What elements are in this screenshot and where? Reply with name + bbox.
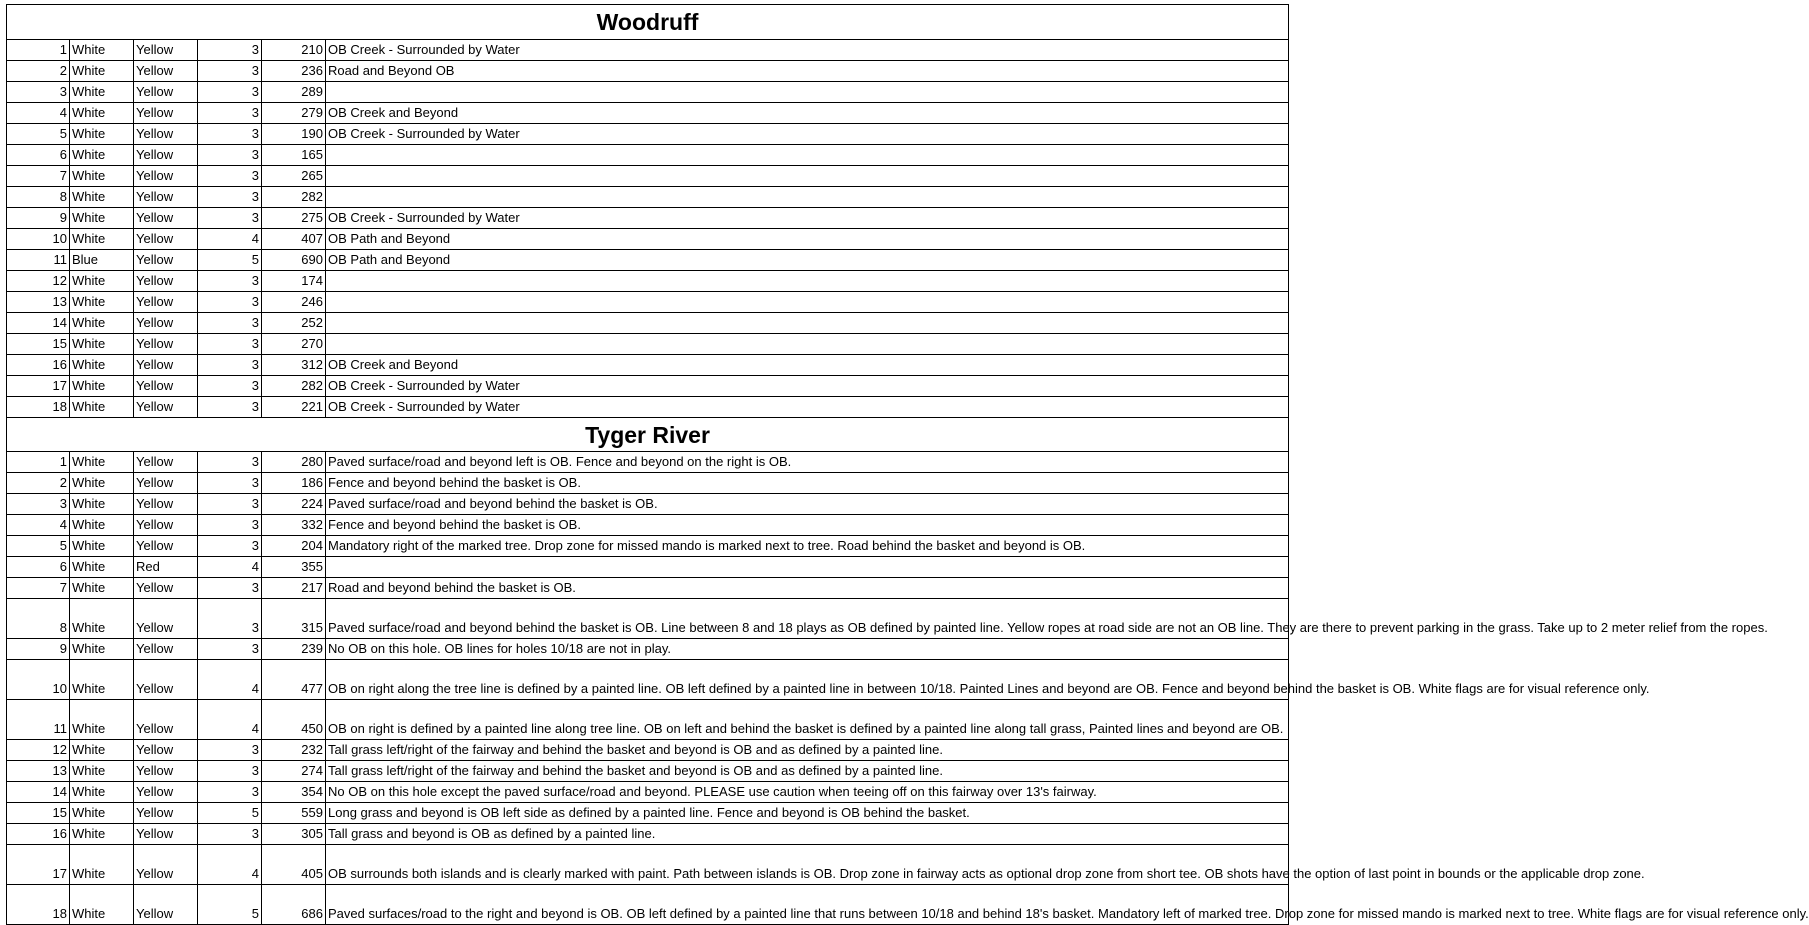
par-cell: 3 (198, 187, 262, 208)
course-title-row (7, 5, 1289, 40)
distance-cell: 174 (262, 271, 326, 292)
distance-cell: 559 (262, 803, 326, 824)
pin-color-cell: Yellow (134, 250, 198, 271)
par-cell: 3 (198, 782, 262, 803)
par-cell: 3 (198, 145, 262, 166)
hole-row (7, 334, 1289, 355)
ob-notes-cell: No OB on this hole except the paved surface/road and beyond. PLEASE use caution when teeing off on this fairway over 13's fairway. (326, 782, 1289, 803)
distance-cell: 315 (262, 599, 326, 639)
hole-number-cell: 6 (7, 145, 70, 166)
distance-cell: 275 (262, 208, 326, 229)
pin-color-cell: Yellow (134, 473, 198, 494)
pin-color-cell: Yellow (134, 700, 198, 740)
distance-cell: 289 (262, 82, 326, 103)
pin-color-cell: Yellow (134, 578, 198, 599)
par-cell: 3 (198, 761, 262, 782)
hole-row (7, 824, 1289, 845)
hole-number-cell: 6 (7, 557, 70, 578)
pin-color-cell: Yellow (134, 103, 198, 124)
pin-color-cell: Yellow (134, 845, 198, 885)
tee-color-cell: White (70, 292, 134, 313)
hole-row (7, 494, 1289, 515)
par-cell: 4 (198, 845, 262, 885)
tee-color-cell: White (70, 397, 134, 418)
ob-notes-cell: OB surrounds both islands and is clearly marked with paint. Path between islands is OB. Drop zone in fairway acts as optional drop zone from short tee. OB shots have the option of last point in bounds or the applicable drop zone. (326, 845, 1289, 885)
par-cell: 3 (198, 639, 262, 660)
pin-color-cell: Red (134, 557, 198, 578)
pin-color-cell: Yellow (134, 208, 198, 229)
par-cell: 3 (198, 740, 262, 761)
hole-row (7, 700, 1289, 740)
distance-cell: 252 (262, 313, 326, 334)
distance-cell: 450 (262, 700, 326, 740)
hole-row (7, 397, 1289, 418)
pin-color-cell: Yellow (134, 40, 198, 61)
hole-row (7, 473, 1289, 494)
hole-row (7, 536, 1289, 557)
par-cell: 3 (198, 355, 262, 376)
hole-row (7, 145, 1289, 166)
hole-number-cell: 16 (7, 355, 70, 376)
pin-color-cell: Yellow (134, 536, 198, 557)
hole-number-cell: 14 (7, 782, 70, 803)
par-cell: 4 (198, 700, 262, 740)
hole-number-cell: 15 (7, 803, 70, 824)
hole-number-cell: 7 (7, 578, 70, 599)
pin-color-cell: Yellow (134, 782, 198, 803)
pin-color-cell: Yellow (134, 334, 198, 355)
pin-color-cell: Yellow (134, 515, 198, 536)
ob-notes-cell (326, 187, 1289, 208)
pin-color-cell: Yellow (134, 803, 198, 824)
pin-color-cell: Yellow (134, 82, 198, 103)
tee-color-cell: White (70, 229, 134, 250)
distance-cell: 246 (262, 292, 326, 313)
hole-row (7, 229, 1289, 250)
tee-color-cell: White (70, 824, 134, 845)
hole-number-cell: 13 (7, 761, 70, 782)
ob-notes-cell: Tall grass left/right of the fairway and behind the basket and beyond is OB and as defined by a painted line. (326, 740, 1289, 761)
tee-color-cell: White (70, 515, 134, 536)
distance-cell: 210 (262, 40, 326, 61)
hole-row (7, 124, 1289, 145)
distance-cell: 221 (262, 397, 326, 418)
hole-number-cell: 17 (7, 845, 70, 885)
par-cell: 3 (198, 536, 262, 557)
hole-number-cell: 2 (7, 473, 70, 494)
hole-row (7, 271, 1289, 292)
hole-number-cell: 17 (7, 376, 70, 397)
hole-number-cell: 1 (7, 40, 70, 61)
tee-color-cell: White (70, 473, 134, 494)
tee-color-cell: White (70, 187, 134, 208)
course-title-row (7, 418, 1289, 452)
distance-cell: 186 (262, 473, 326, 494)
hole-row (7, 187, 1289, 208)
ob-notes-cell: OB on right is defined by a painted line along tree line. OB on left and behind the basket is defined by a painted line along tall grass, Painted lines and beyond are OB. (326, 700, 1289, 740)
hole-row (7, 557, 1289, 578)
ob-notes-cell: Paved surfaces/road to the right and beyond is OB. OB left defined by a painted line that runs between 10/18 and behind 18's basket. Mandatory left of marked tree. Drop zone for missed mando is marked next to tree. White flags are for visual reference only. (326, 885, 1289, 925)
tee-color-cell: White (70, 639, 134, 660)
distance-cell: 477 (262, 660, 326, 700)
tee-color-cell: White (70, 61, 134, 82)
ob-notes-cell (326, 271, 1289, 292)
hole-number-cell: 18 (7, 397, 70, 418)
hole-row (7, 208, 1289, 229)
par-cell: 3 (198, 599, 262, 639)
pin-color-cell: Yellow (134, 313, 198, 334)
par-cell: 3 (198, 82, 262, 103)
hole-row (7, 639, 1289, 660)
tee-color-cell: White (70, 578, 134, 599)
hole-number-cell: 5 (7, 124, 70, 145)
distance-cell: 407 (262, 229, 326, 250)
sheet-body (7, 5, 1809, 925)
distance-cell: 224 (262, 494, 326, 515)
hole-number-cell: 7 (7, 166, 70, 187)
distance-cell: 274 (262, 761, 326, 782)
tee-color-cell: White (70, 452, 134, 473)
pin-color-cell: Yellow (134, 397, 198, 418)
hole-row (7, 803, 1289, 824)
pin-color-cell: Yellow (134, 824, 198, 845)
hole-number-cell: 11 (7, 250, 70, 271)
hole-row (7, 82, 1289, 103)
tee-color-cell: White (70, 761, 134, 782)
par-cell: 3 (198, 397, 262, 418)
ob-notes-cell (326, 82, 1289, 103)
hole-number-cell: 3 (7, 82, 70, 103)
pin-color-cell: Yellow (134, 376, 198, 397)
par-cell: 3 (198, 40, 262, 61)
ob-notes-cell: OB Path and Beyond (326, 229, 1289, 250)
ob-notes-cell (326, 313, 1289, 334)
hole-row (7, 292, 1289, 313)
ob-notes-cell (326, 166, 1289, 187)
ob-notes-cell: Mandatory right of the marked tree. Drop zone for missed mando is marked next to tree. Road behind the basket and beyond is OB. (326, 536, 1289, 557)
distance-cell: 354 (262, 782, 326, 803)
tee-color-cell: White (70, 166, 134, 187)
hole-row (7, 376, 1289, 397)
hole-number-cell: 16 (7, 824, 70, 845)
tee-color-cell: White (70, 782, 134, 803)
distance-cell: 405 (262, 845, 326, 885)
pin-color-cell: Yellow (134, 355, 198, 376)
tee-color-cell: White (70, 334, 134, 355)
hole-number-cell: 12 (7, 740, 70, 761)
ob-notes-cell: OB Path and Beyond (326, 250, 1289, 271)
pin-color-cell: Yellow (134, 885, 198, 925)
par-cell: 3 (198, 578, 262, 599)
tee-color-cell: White (70, 845, 134, 885)
hole-row (7, 578, 1289, 599)
ob-notes-cell: Tall grass left/right of the fairway and behind the basket and beyond is OB and as defined by a painted line. (326, 761, 1289, 782)
hole-row (7, 845, 1289, 885)
ob-notes-cell: OB Creek and Beyond (326, 355, 1289, 376)
distance-cell: 265 (262, 166, 326, 187)
distance-cell: 305 (262, 824, 326, 845)
hole-row (7, 885, 1289, 925)
tee-color-cell: White (70, 660, 134, 700)
tee-color-cell: White (70, 145, 134, 166)
hole-row (7, 660, 1289, 700)
tee-color-cell: White (70, 599, 134, 639)
tee-color-cell: White (70, 740, 134, 761)
hole-row (7, 782, 1289, 803)
par-cell: 3 (198, 452, 262, 473)
par-cell: 3 (198, 208, 262, 229)
ob-notes-cell (326, 145, 1289, 166)
hole-row (7, 740, 1289, 761)
ob-notes-cell (326, 557, 1289, 578)
hole-number-cell: 18 (7, 885, 70, 925)
pin-color-cell: Yellow (134, 639, 198, 660)
distance-cell: 355 (262, 557, 326, 578)
pin-color-cell: Yellow (134, 229, 198, 250)
par-cell: 3 (198, 124, 262, 145)
distance-cell: 165 (262, 145, 326, 166)
distance-cell: 204 (262, 536, 326, 557)
hole-number-cell: 15 (7, 334, 70, 355)
distance-cell: 312 (262, 355, 326, 376)
distance-cell: 282 (262, 376, 326, 397)
ob-notes-cell (326, 334, 1289, 355)
ob-notes-cell: OB Creek - Surrounded by Water (326, 40, 1289, 61)
ob-notes-cell: OB Creek - Surrounded by Water (326, 376, 1289, 397)
hole-number-cell: 11 (7, 700, 70, 740)
ob-notes-cell: OB on right along the tree line is defined by a painted line. OB left defined by a painted line in between 10/18. Painted Lines and beyond are OB. Fence and beyond behind the basket is OB. White flags are for visual reference only. (326, 660, 1289, 700)
hole-number-cell: 8 (7, 599, 70, 639)
ob-notes-cell: Fence and beyond behind the basket is OB. (326, 473, 1289, 494)
par-cell: 3 (198, 292, 262, 313)
hole-number-cell: 9 (7, 208, 70, 229)
distance-cell: 232 (262, 740, 326, 761)
par-cell: 3 (198, 494, 262, 515)
hole-row (7, 40, 1289, 61)
tee-color-cell: White (70, 355, 134, 376)
ob-notes-cell: OB Creek - Surrounded by Water (326, 397, 1289, 418)
pin-color-cell: Yellow (134, 61, 198, 82)
par-cell: 4 (198, 229, 262, 250)
pin-color-cell: Yellow (134, 124, 198, 145)
hole-row (7, 452, 1289, 473)
ob-notes-cell (326, 292, 1289, 313)
hole-row (7, 761, 1289, 782)
hole-number-cell: 3 (7, 494, 70, 515)
distance-cell: 282 (262, 187, 326, 208)
par-cell: 3 (198, 166, 262, 187)
course-title: Woodruff (7, 5, 1289, 40)
hole-number-cell: 4 (7, 515, 70, 536)
hole-number-cell: 10 (7, 229, 70, 250)
ob-notes-cell: OB Creek and Beyond (326, 103, 1289, 124)
par-cell: 3 (198, 824, 262, 845)
tee-color-cell: White (70, 208, 134, 229)
par-cell: 3 (198, 515, 262, 536)
tee-color-cell: White (70, 700, 134, 740)
tee-color-cell: White (70, 313, 134, 334)
ob-notes-cell: Fence and beyond behind the basket is OB. (326, 515, 1289, 536)
pin-color-cell: Yellow (134, 292, 198, 313)
course-rules-sheet (6, 4, 1809, 925)
distance-cell: 270 (262, 334, 326, 355)
tee-color-cell: White (70, 494, 134, 515)
hole-number-cell: 12 (7, 271, 70, 292)
par-cell: 3 (198, 61, 262, 82)
pin-color-cell: Yellow (134, 271, 198, 292)
pin-color-cell: Yellow (134, 599, 198, 639)
par-cell: 3 (198, 103, 262, 124)
tee-color-cell: White (70, 124, 134, 145)
ob-notes-cell: OB Creek - Surrounded by Water (326, 208, 1289, 229)
pin-color-cell: Yellow (134, 166, 198, 187)
tee-color-cell: White (70, 885, 134, 925)
tee-color-cell: White (70, 376, 134, 397)
hole-number-cell: 8 (7, 187, 70, 208)
hole-number-cell: 13 (7, 292, 70, 313)
distance-cell: 280 (262, 452, 326, 473)
hole-number-cell: 5 (7, 536, 70, 557)
ob-notes-cell: No OB on this hole. OB lines for holes 10/18 are not in play. (326, 639, 1289, 660)
hole-row (7, 355, 1289, 376)
hole-row (7, 313, 1289, 334)
pin-color-cell: Yellow (134, 761, 198, 782)
pin-color-cell: Yellow (134, 187, 198, 208)
par-cell: 5 (198, 803, 262, 824)
tee-color-cell: White (70, 103, 134, 124)
ob-notes-cell: Road and beyond behind the basket is OB. (326, 578, 1289, 599)
tee-color-cell: Blue (70, 250, 134, 271)
hole-row (7, 103, 1289, 124)
tee-color-cell: White (70, 82, 134, 103)
ob-notes-cell: OB Creek - Surrounded by Water (326, 124, 1289, 145)
hole-row (7, 599, 1289, 639)
distance-cell: 332 (262, 515, 326, 536)
ob-notes-cell: Paved surface/road and beyond behind the basket is OB. (326, 494, 1289, 515)
distance-cell: 217 (262, 578, 326, 599)
hole-number-cell: 4 (7, 103, 70, 124)
hole-number-cell: 14 (7, 313, 70, 334)
distance-cell: 279 (262, 103, 326, 124)
par-cell: 4 (198, 557, 262, 578)
pin-color-cell: Yellow (134, 494, 198, 515)
tee-color-cell: White (70, 271, 134, 292)
par-cell: 5 (198, 885, 262, 925)
par-cell: 5 (198, 250, 262, 271)
tee-color-cell: White (70, 557, 134, 578)
hole-row (7, 61, 1289, 82)
hole-number-cell: 10 (7, 660, 70, 700)
par-cell: 3 (198, 334, 262, 355)
course-title: Tyger River (7, 418, 1289, 452)
hole-number-cell: 2 (7, 61, 70, 82)
pin-color-cell: Yellow (134, 660, 198, 700)
tee-color-cell: White (70, 40, 134, 61)
ob-notes-cell: Road and Beyond OB (326, 61, 1289, 82)
distance-cell: 239 (262, 639, 326, 660)
par-cell: 3 (198, 376, 262, 397)
hole-row (7, 166, 1289, 187)
distance-cell: 190 (262, 124, 326, 145)
hole-row (7, 515, 1289, 536)
ob-notes-cell: Paved surface/road and beyond left is OB. Fence and beyond on the right is OB. (326, 452, 1289, 473)
tee-color-cell: White (70, 803, 134, 824)
par-cell: 3 (198, 313, 262, 334)
pin-color-cell: Yellow (134, 740, 198, 761)
ob-notes-cell: Long grass and beyond is OB left side as defined by a painted line. Fence and beyond is OB behind the basket. (326, 803, 1289, 824)
pin-color-cell: Yellow (134, 452, 198, 473)
par-cell: 4 (198, 660, 262, 700)
distance-cell: 690 (262, 250, 326, 271)
hole-number-cell: 1 (7, 452, 70, 473)
par-cell: 3 (198, 271, 262, 292)
distance-cell: 236 (262, 61, 326, 82)
ob-notes-cell: Paved surface/road and beyond behind the basket is OB. Line between 8 and 18 plays as OB defined by painted line. Yellow ropes at road side are not an OB line. They are there to prevent parking in the grass. Take up to 2 meter relief from the ropes. (326, 599, 1289, 639)
hole-row (7, 250, 1289, 271)
distance-cell: 686 (262, 885, 326, 925)
hole-number-cell: 9 (7, 639, 70, 660)
par-cell: 3 (198, 473, 262, 494)
tee-color-cell: White (70, 536, 134, 557)
pin-color-cell: Yellow (134, 145, 198, 166)
ob-notes-cell: Tall grass and beyond is OB as defined by a painted line. (326, 824, 1289, 845)
